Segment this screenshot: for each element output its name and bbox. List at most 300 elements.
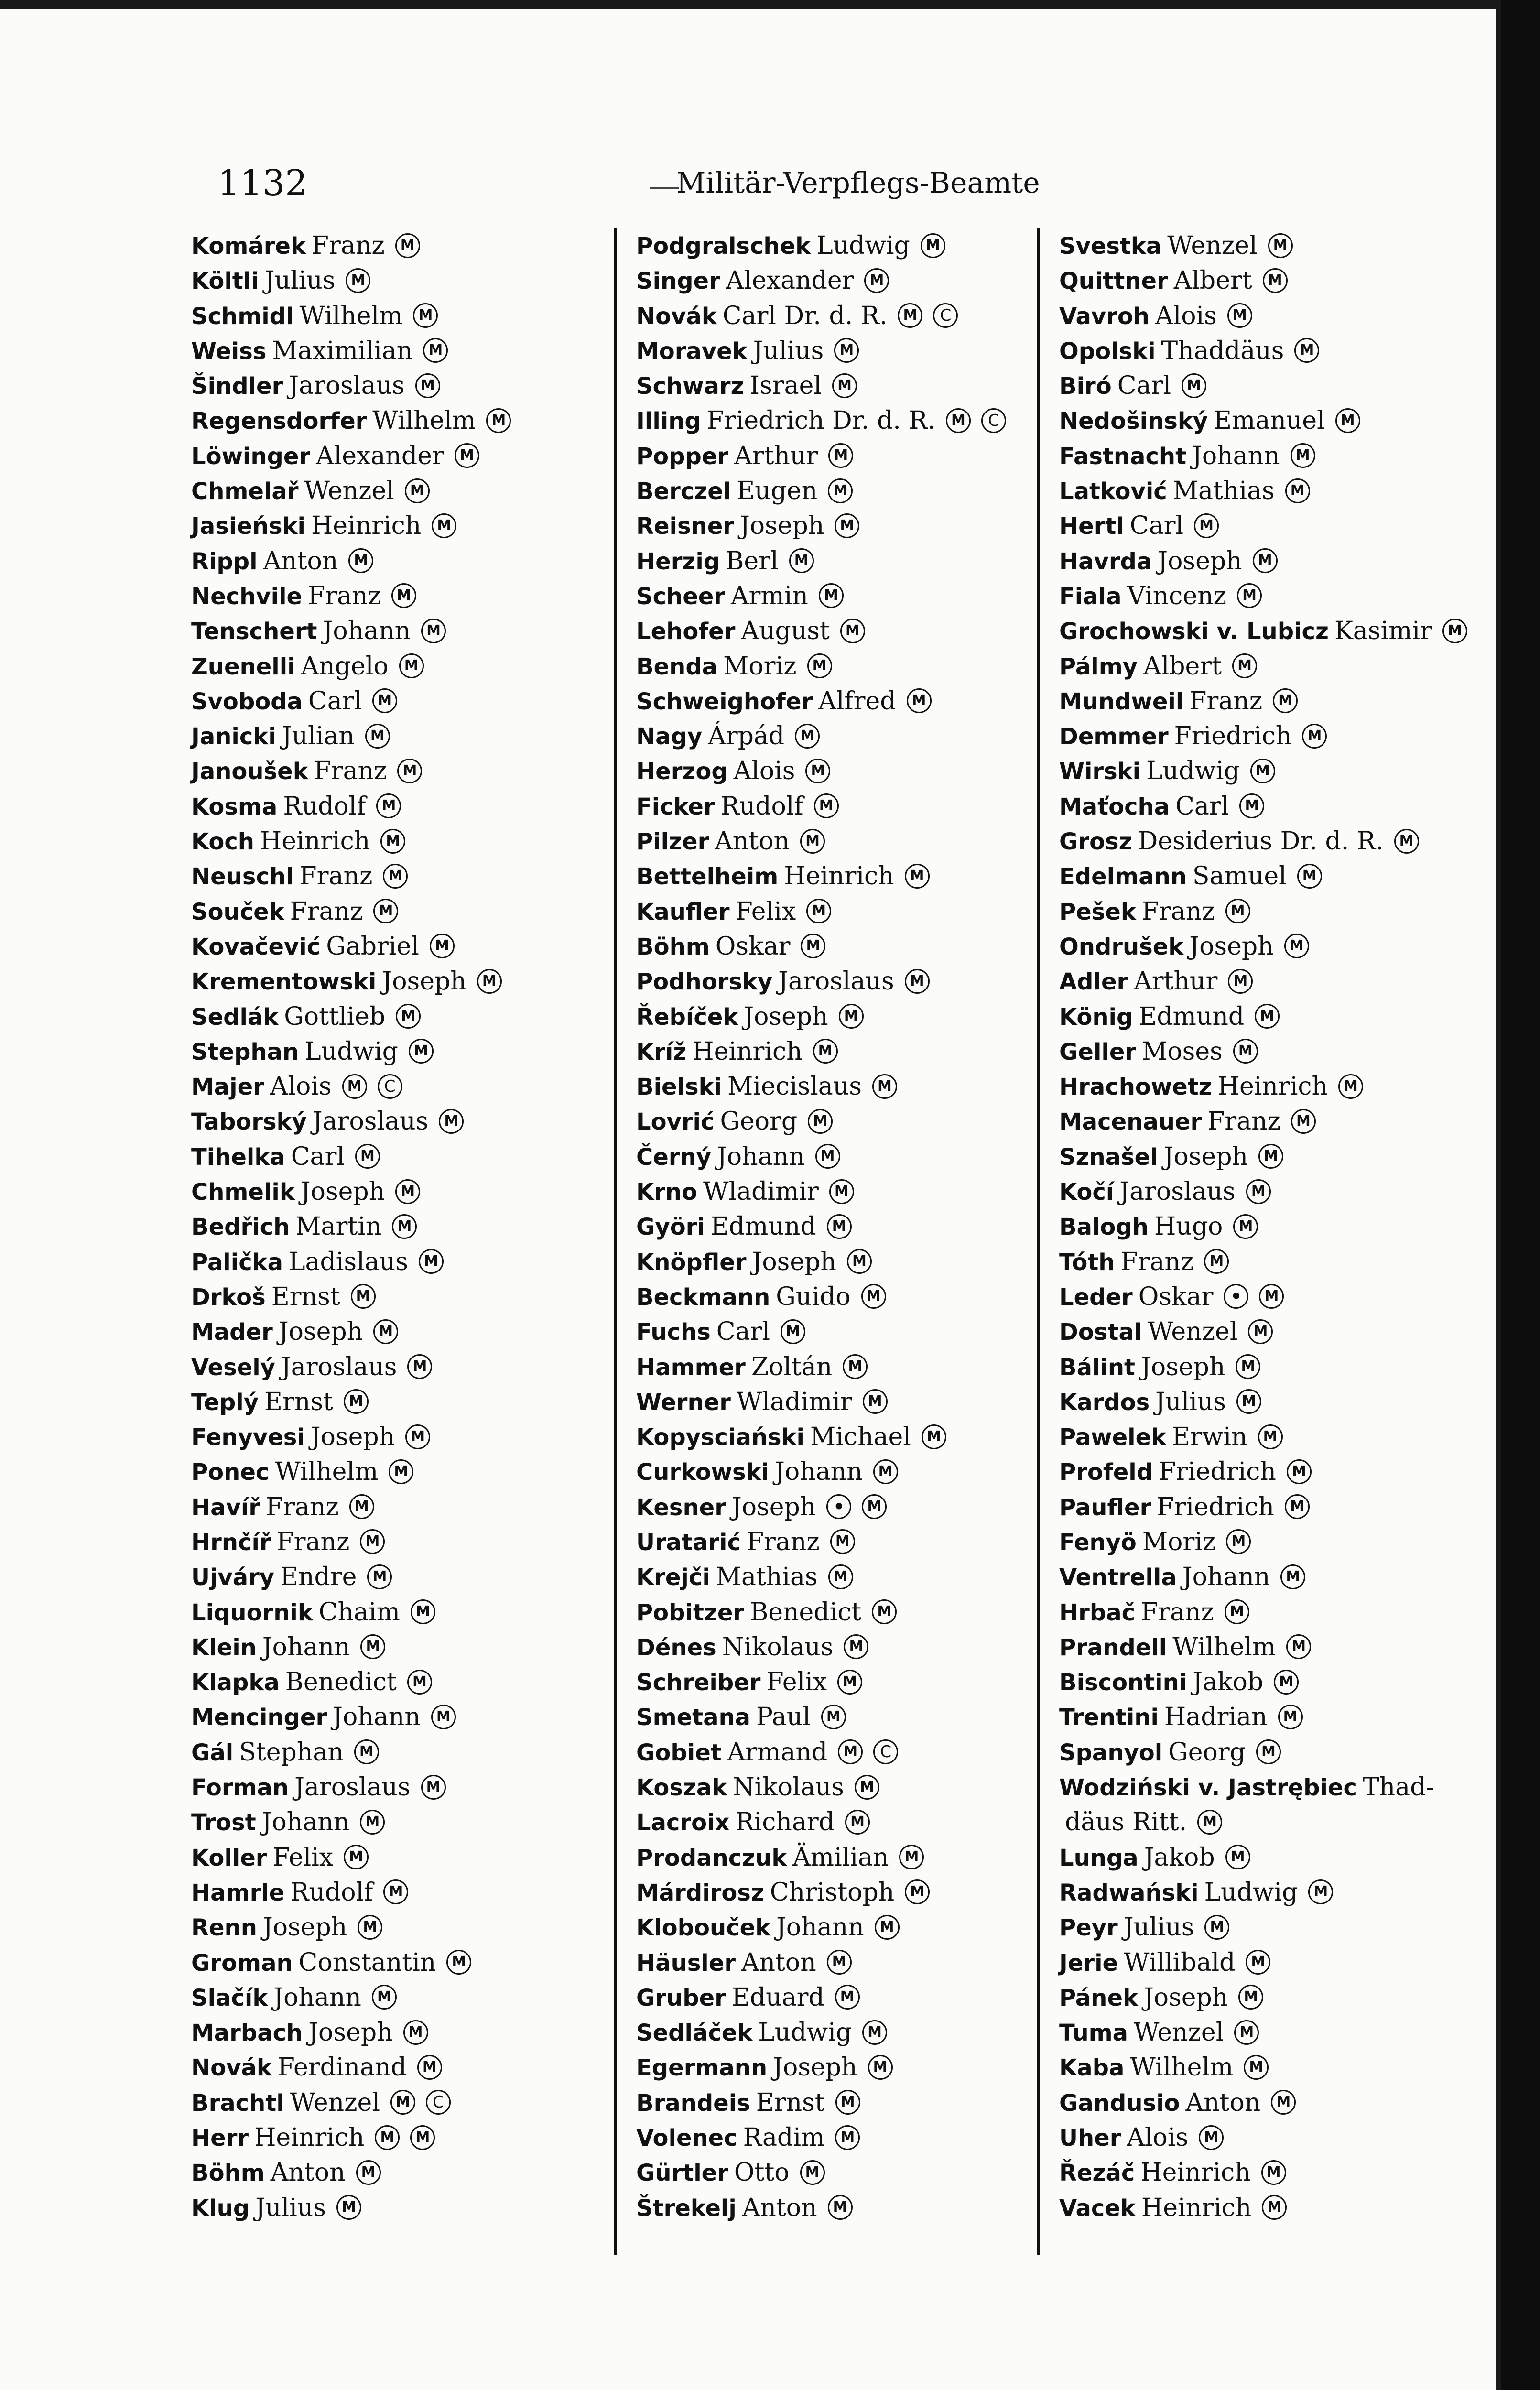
surname: Neuschl — [191, 863, 294, 891]
list-item — [636, 1140, 1066, 1174]
given-name: Moriz — [723, 652, 797, 681]
given-name: Martin — [295, 1212, 382, 1241]
given-name: Thad- — [1362, 1773, 1434, 1802]
list-item — [636, 1945, 1066, 1980]
surname: Gobiet — [636, 1739, 722, 1766]
list-item — [1059, 544, 1489, 579]
list-item — [636, 1630, 1066, 1665]
m-circle-icon: M — [396, 1004, 421, 1029]
list-item — [191, 1980, 621, 2015]
given-name: Friedrich — [1157, 1492, 1274, 1521]
list-item — [191, 1280, 621, 1314]
list-item — [636, 1560, 1066, 1595]
given-name: Vincenz — [1127, 581, 1227, 610]
list-item — [191, 263, 621, 298]
list-item — [1059, 2191, 1489, 2226]
surname: Palička — [191, 1249, 283, 1276]
m-circle-icon: M — [1261, 2160, 1286, 2185]
surname: Nedošinský — [1059, 408, 1208, 435]
surname: Peyr — [1059, 1914, 1118, 1942]
list-item — [191, 2086, 621, 2120]
list-item — [636, 824, 1066, 859]
list-item — [1059, 789, 1489, 824]
m-circle-icon: M — [360, 1529, 385, 1554]
surname: Taborský — [191, 1108, 307, 1136]
surname: Herzig — [636, 548, 720, 575]
m-circle-icon: M — [405, 1424, 430, 1449]
list-item — [1059, 964, 1489, 999]
given-name: Joseph — [744, 1002, 828, 1031]
surname: Pánek — [1059, 1984, 1138, 2011]
given-name: Oskar — [715, 932, 791, 961]
m-circle-icon: M — [875, 1915, 900, 1940]
given-name: Heinrich — [1140, 2158, 1251, 2187]
given-name: Ludwig — [1146, 757, 1240, 786]
surname: Böhm — [636, 933, 710, 960]
surname: Marbach — [191, 2020, 303, 2047]
list-item — [191, 544, 621, 579]
m-circle-icon: M — [360, 1810, 385, 1835]
surname: Hrnčíř — [191, 1529, 271, 1556]
surname: Stephan — [191, 1038, 299, 1065]
given-name: Jaroslaus — [281, 1352, 397, 1381]
given-name: Alois — [270, 1072, 332, 1101]
surname: Černý — [636, 1143, 711, 1171]
m-circle-icon: M — [344, 1845, 369, 1869]
m-circle-icon: M — [1285, 1494, 1310, 1519]
given-name: Johann — [1192, 441, 1280, 470]
surname: Zuenelli — [191, 653, 295, 680]
list-item — [636, 1840, 1066, 1875]
m-circle-icon: M — [372, 688, 397, 713]
list-item — [636, 1069, 1066, 1104]
m-circle-icon: M — [921, 233, 945, 258]
m-circle-icon: M — [828, 478, 853, 503]
m-circle-icon: M — [417, 2055, 442, 2080]
given-name: Joseph — [1163, 1142, 1248, 1171]
surname: Demmer — [1059, 723, 1169, 750]
given-name: Carl — [1175, 792, 1229, 821]
surname: Trentini — [1059, 1704, 1159, 1731]
m-circle-icon: M — [1285, 478, 1310, 503]
m-circle-icon: M — [1442, 619, 1467, 643]
given-name: Joseph — [1143, 1983, 1228, 2012]
surname: Kaba — [1059, 2054, 1125, 2082]
given-name: Felix — [272, 1843, 334, 1872]
given-name: Johann — [716, 1142, 805, 1171]
list-item — [1059, 1209, 1489, 1244]
list-item — [636, 2050, 1066, 2085]
m-circle-icon: M — [922, 1424, 946, 1449]
given-name: Joseph — [773, 2053, 857, 2082]
m-circle-icon: M — [390, 2090, 415, 2115]
list-item — [1059, 369, 1489, 403]
given-name: Moses — [1142, 1037, 1223, 1066]
list-item — [1059, 1910, 1489, 1945]
m-circle-icon: M — [868, 2055, 893, 2080]
m-circle-icon: M — [351, 1284, 376, 1309]
given-name: Franz — [308, 581, 381, 610]
m-circle-icon: M — [845, 1810, 870, 1835]
surname: Chmelař — [191, 478, 299, 505]
list-item — [636, 1455, 1066, 1489]
m-circle-icon: M — [835, 2125, 860, 2150]
list-item — [1059, 1174, 1489, 1209]
m-circle-icon: M — [395, 233, 420, 258]
list-item — [636, 649, 1066, 684]
given-name: Anton — [715, 827, 790, 856]
surname: Schweighofer — [636, 688, 813, 715]
m-circle-icon: M — [839, 1004, 864, 1029]
given-name: Edmund — [1139, 1002, 1245, 1031]
list-item — [191, 824, 621, 859]
list-item — [191, 1665, 621, 1700]
list-item — [191, 964, 621, 999]
list-item — [1059, 2120, 1489, 2155]
given-name: Edmund — [710, 1212, 816, 1241]
surname: Pešek — [1059, 898, 1136, 925]
m-circle-icon: M — [342, 1074, 367, 1099]
given-name: Jakob — [1144, 1843, 1215, 1872]
list-item — [191, 1350, 621, 1385]
surname: Spanyol — [1059, 1739, 1163, 1766]
surname: Geller — [1059, 1038, 1137, 1065]
given-name: Radim — [743, 2123, 825, 2152]
surname: Janicki — [191, 723, 276, 750]
given-name: Anton — [263, 546, 338, 576]
m-circle-icon: M — [1246, 1950, 1270, 1975]
list-item — [191, 299, 621, 334]
list-item — [636, 1595, 1066, 1630]
given-name: Johann — [261, 1808, 350, 1837]
surname: Ujváry — [191, 1564, 275, 1591]
surname: Grochowski v. Lubicz — [1059, 618, 1329, 645]
list-item — [191, 789, 621, 824]
surname: Lehofer — [636, 618, 736, 645]
m-circle-icon: M — [430, 934, 455, 958]
list-item — [191, 1140, 621, 1174]
list-item — [191, 2191, 621, 2226]
given-name: Wenzel — [1167, 231, 1258, 260]
given-name: Joseph — [262, 1913, 347, 1942]
m-circle-icon: M — [421, 1775, 446, 1800]
list-item — [636, 544, 1066, 579]
surname: Bálint — [1059, 1354, 1135, 1381]
given-name: Johann — [262, 1632, 350, 1662]
given-name: Joseph — [308, 2018, 393, 2047]
surname: Tenschert — [191, 618, 317, 645]
given-name: Alois — [1127, 2123, 1189, 2152]
surname: Quittner — [1059, 268, 1168, 295]
m-circle-icon: M — [1280, 1564, 1305, 1589]
m-circle-icon: M — [1291, 1109, 1316, 1134]
given-name: Johann — [774, 1457, 863, 1487]
m-circle-icon: M — [348, 548, 373, 573]
m-circle-icon: M — [905, 969, 930, 994]
surname: Majer — [191, 1074, 264, 1101]
list-item — [1059, 1700, 1489, 1735]
list-item — [191, 1805, 621, 1840]
m-circle-icon: M — [354, 1739, 379, 1764]
list-item — [636, 1314, 1066, 1349]
surname: Nagy — [636, 723, 703, 750]
list-item — [191, 684, 621, 719]
surname: Smetana — [636, 1704, 751, 1731]
given-name: Joseph — [382, 967, 466, 996]
given-name: Julian — [282, 722, 355, 751]
surname: Řezáč — [1059, 2160, 1135, 2187]
surname: Schreiber — [636, 1669, 761, 1696]
m-circle-icon: M — [423, 338, 448, 363]
given-name: Franz — [265, 1492, 339, 1521]
name-column-1 — [191, 228, 621, 2226]
list-item — [636, 894, 1066, 929]
surname: Gürtler — [636, 2160, 728, 2187]
list-item — [1059, 403, 1489, 438]
given-name: Carl Dr. d. R. — [722, 301, 888, 330]
surname: Ficker — [636, 793, 715, 820]
m-circle-icon: M — [446, 1950, 471, 1975]
m-circle-icon: M — [840, 619, 865, 643]
list-item — [636, 1420, 1066, 1455]
list-item — [191, 1104, 621, 1139]
list-item — [1059, 1490, 1489, 1525]
list-item — [1059, 2086, 1489, 2120]
m-circle-icon: M — [346, 268, 370, 293]
m-circle-icon: M — [800, 829, 825, 854]
given-name: Gottlieb — [284, 1002, 386, 1031]
m-circle-icon: M — [1244, 2055, 1269, 2080]
given-name: Franz — [314, 757, 387, 786]
surname: Renn — [191, 1914, 257, 1942]
m-circle-icon: M — [415, 373, 440, 398]
given-name: Wenzel — [1134, 2018, 1224, 2047]
list-item — [1059, 1560, 1489, 1595]
m-circle-icon: M — [1308, 1879, 1333, 1904]
list-item — [1059, 1385, 1489, 1420]
m-circle-icon: M — [431, 1705, 456, 1729]
m-circle-icon: M — [1236, 1389, 1261, 1414]
dot-circle-icon: • — [826, 1494, 851, 1519]
given-name: Heinrich — [692, 1037, 803, 1066]
list-item — [636, 299, 1066, 334]
surname: Svestka — [1059, 233, 1162, 260]
m-circle-icon: M — [407, 1354, 432, 1379]
given-name: Jaroslaus — [289, 371, 405, 401]
m-circle-icon: M — [1232, 653, 1257, 678]
list-item — [636, 1770, 1066, 1805]
surname: Hertl — [1059, 513, 1124, 540]
surname: Forman — [191, 1774, 289, 1802]
list-item — [191, 1034, 621, 1069]
m-circle-icon: M — [1204, 1915, 1229, 1940]
copyright-c-icon: C — [981, 408, 1006, 433]
surname: Löwinger — [191, 443, 311, 470]
given-name: Johann — [776, 1913, 864, 1942]
list-item — [191, 579, 621, 614]
given-name: Jaroslaus — [312, 1107, 429, 1136]
list-item — [636, 789, 1066, 824]
given-name: Heinrich — [260, 827, 370, 856]
given-name: Felix — [766, 1668, 827, 1697]
list-item — [636, 228, 1066, 263]
m-circle-icon: M — [1302, 724, 1327, 749]
given-name: Albert — [1143, 652, 1222, 681]
m-circle-icon: M — [1273, 688, 1298, 713]
m-circle-icon: M — [358, 1915, 382, 1940]
surname: Jasieński — [191, 513, 305, 540]
m-circle-icon: M — [355, 1144, 380, 1169]
list-item — [191, 1490, 621, 1525]
given-name: Friedrich Dr. d. R. — [706, 406, 935, 435]
given-name: Alois — [1155, 301, 1217, 330]
given-name: Mathias — [1172, 477, 1275, 506]
list-item — [1059, 2050, 1489, 2085]
m-circle-icon: M — [391, 583, 416, 608]
list-item — [191, 1525, 621, 1560]
surname: Sedlák — [191, 1003, 279, 1031]
surname: Opolski — [1059, 337, 1156, 365]
list-item — [636, 1209, 1066, 1244]
list-item — [636, 859, 1066, 894]
surname: Wirski — [1059, 758, 1141, 785]
surname: Márdirosz — [636, 1879, 764, 1906]
given-name: Johann — [1182, 1563, 1270, 1592]
given-name: Friedrich — [1159, 1457, 1276, 1487]
given-name: August — [741, 617, 830, 646]
given-name: Franz — [1120, 1247, 1194, 1276]
list-item — [191, 1420, 621, 1455]
given-name: Ludwig — [1204, 1878, 1298, 1907]
m-circle-icon: M — [380, 829, 405, 854]
list-item — [191, 1700, 621, 1735]
surname: Bedřich — [191, 1214, 290, 1241]
m-circle-icon: M — [356, 2160, 381, 2185]
m-circle-icon: M — [837, 1670, 862, 1695]
list-item — [1059, 1140, 1489, 1174]
list-item — [636, 1700, 1066, 1735]
surname: Maťocha — [1059, 793, 1170, 820]
m-circle-icon: M — [814, 793, 839, 818]
surname: Dénes — [636, 1634, 716, 1661]
m-circle-icon: M — [1291, 443, 1315, 468]
m-circle-icon: M — [843, 1354, 868, 1379]
page-number: 1132 — [217, 163, 308, 204]
given-name: däus Ritt. — [1065, 1808, 1187, 1837]
m-circle-icon: M — [1271, 2090, 1296, 2115]
given-name: Carl — [1117, 371, 1171, 401]
list-item — [636, 509, 1066, 543]
given-name: Carl — [308, 686, 362, 716]
given-name: Ernst — [271, 1282, 340, 1311]
given-name: Joseph — [1141, 1352, 1225, 1381]
list-item — [1059, 1875, 1489, 1910]
m-circle-icon: M — [815, 1144, 840, 1169]
given-name: Mathias — [716, 1563, 818, 1592]
surname: Lunga — [1059, 1844, 1139, 1871]
m-circle-icon: M — [1246, 1179, 1271, 1204]
surname: Chmelik — [191, 1179, 295, 1206]
copyright-c-icon: C — [426, 2090, 451, 2115]
surname: Janoušek — [191, 758, 308, 785]
given-name: Richard — [735, 1808, 835, 1837]
surname: Kaufler — [636, 898, 730, 925]
surname: Györi — [636, 1214, 705, 1241]
given-name: Erwin — [1172, 1423, 1247, 1452]
given-name: Julius — [264, 266, 336, 295]
list-item — [191, 1875, 621, 1910]
given-name: Samuel — [1192, 862, 1287, 891]
list-item — [1059, 263, 1489, 298]
surname: Komárek — [191, 233, 306, 260]
list-item — [636, 1910, 1066, 1945]
surname: Lovrić — [636, 1108, 715, 1136]
copyright-c-icon: C — [873, 1739, 898, 1764]
list-item — [636, 263, 1066, 298]
list-item — [1059, 1805, 1489, 1840]
given-name: Gabriel — [326, 932, 419, 961]
m-circle-icon: M — [365, 724, 390, 749]
list-item — [636, 579, 1066, 614]
surname: Brandeis — [636, 2089, 750, 2117]
m-circle-icon: M — [1258, 1424, 1283, 1449]
surname: Drkoš — [191, 1283, 266, 1311]
list-item — [1059, 859, 1489, 894]
list-item — [1059, 1595, 1489, 1630]
m-circle-icon: M — [806, 899, 831, 923]
m-circle-icon: M — [1238, 1985, 1263, 2010]
list-item — [636, 2086, 1066, 2120]
surname: Rippl — [191, 548, 258, 575]
m-circle-icon: M — [821, 1705, 846, 1729]
surname: Herr — [191, 2125, 249, 2152]
given-name: Eugen — [737, 477, 818, 506]
given-name: Jaroslaus — [294, 1773, 411, 1802]
surname: Radwański — [1059, 1879, 1199, 1906]
given-name: Carl — [716, 1317, 770, 1347]
given-name: Jakob — [1193, 1668, 1264, 1697]
given-name: Nikolaus — [722, 1632, 834, 1662]
surname: Gandusio — [1059, 2089, 1180, 2117]
m-circle-icon: M — [813, 1039, 838, 1064]
m-circle-icon: M — [1226, 1529, 1251, 1554]
given-name: Hugo — [1154, 1212, 1223, 1241]
surname: Krejči — [636, 1564, 710, 1591]
m-circle-icon: M — [832, 373, 857, 398]
list-item — [191, 1840, 621, 1875]
given-name: Georg — [720, 1107, 798, 1136]
m-circle-icon: M — [1199, 2125, 1224, 2150]
list-item — [191, 1770, 621, 1805]
list-item — [1059, 1455, 1489, 1489]
list-item — [1059, 1770, 1489, 1805]
m-circle-icon: M — [344, 1389, 369, 1414]
list-item — [636, 474, 1066, 509]
given-name: Benedict — [285, 1668, 397, 1697]
list-item — [191, 2015, 621, 2050]
list-item — [636, 334, 1066, 369]
m-circle-icon: M — [805, 759, 830, 783]
m-circle-icon: M — [834, 338, 859, 363]
m-circle-icon: M — [838, 1739, 863, 1764]
given-name: Wenzel — [1148, 1317, 1238, 1347]
given-name: Julius — [753, 336, 824, 365]
list-item — [191, 999, 621, 1034]
surname: Hamrle — [191, 1879, 285, 1906]
m-circle-icon: M — [1263, 268, 1288, 293]
m-circle-icon: M — [1286, 1634, 1311, 1659]
given-name: Constantin — [298, 1948, 436, 1977]
